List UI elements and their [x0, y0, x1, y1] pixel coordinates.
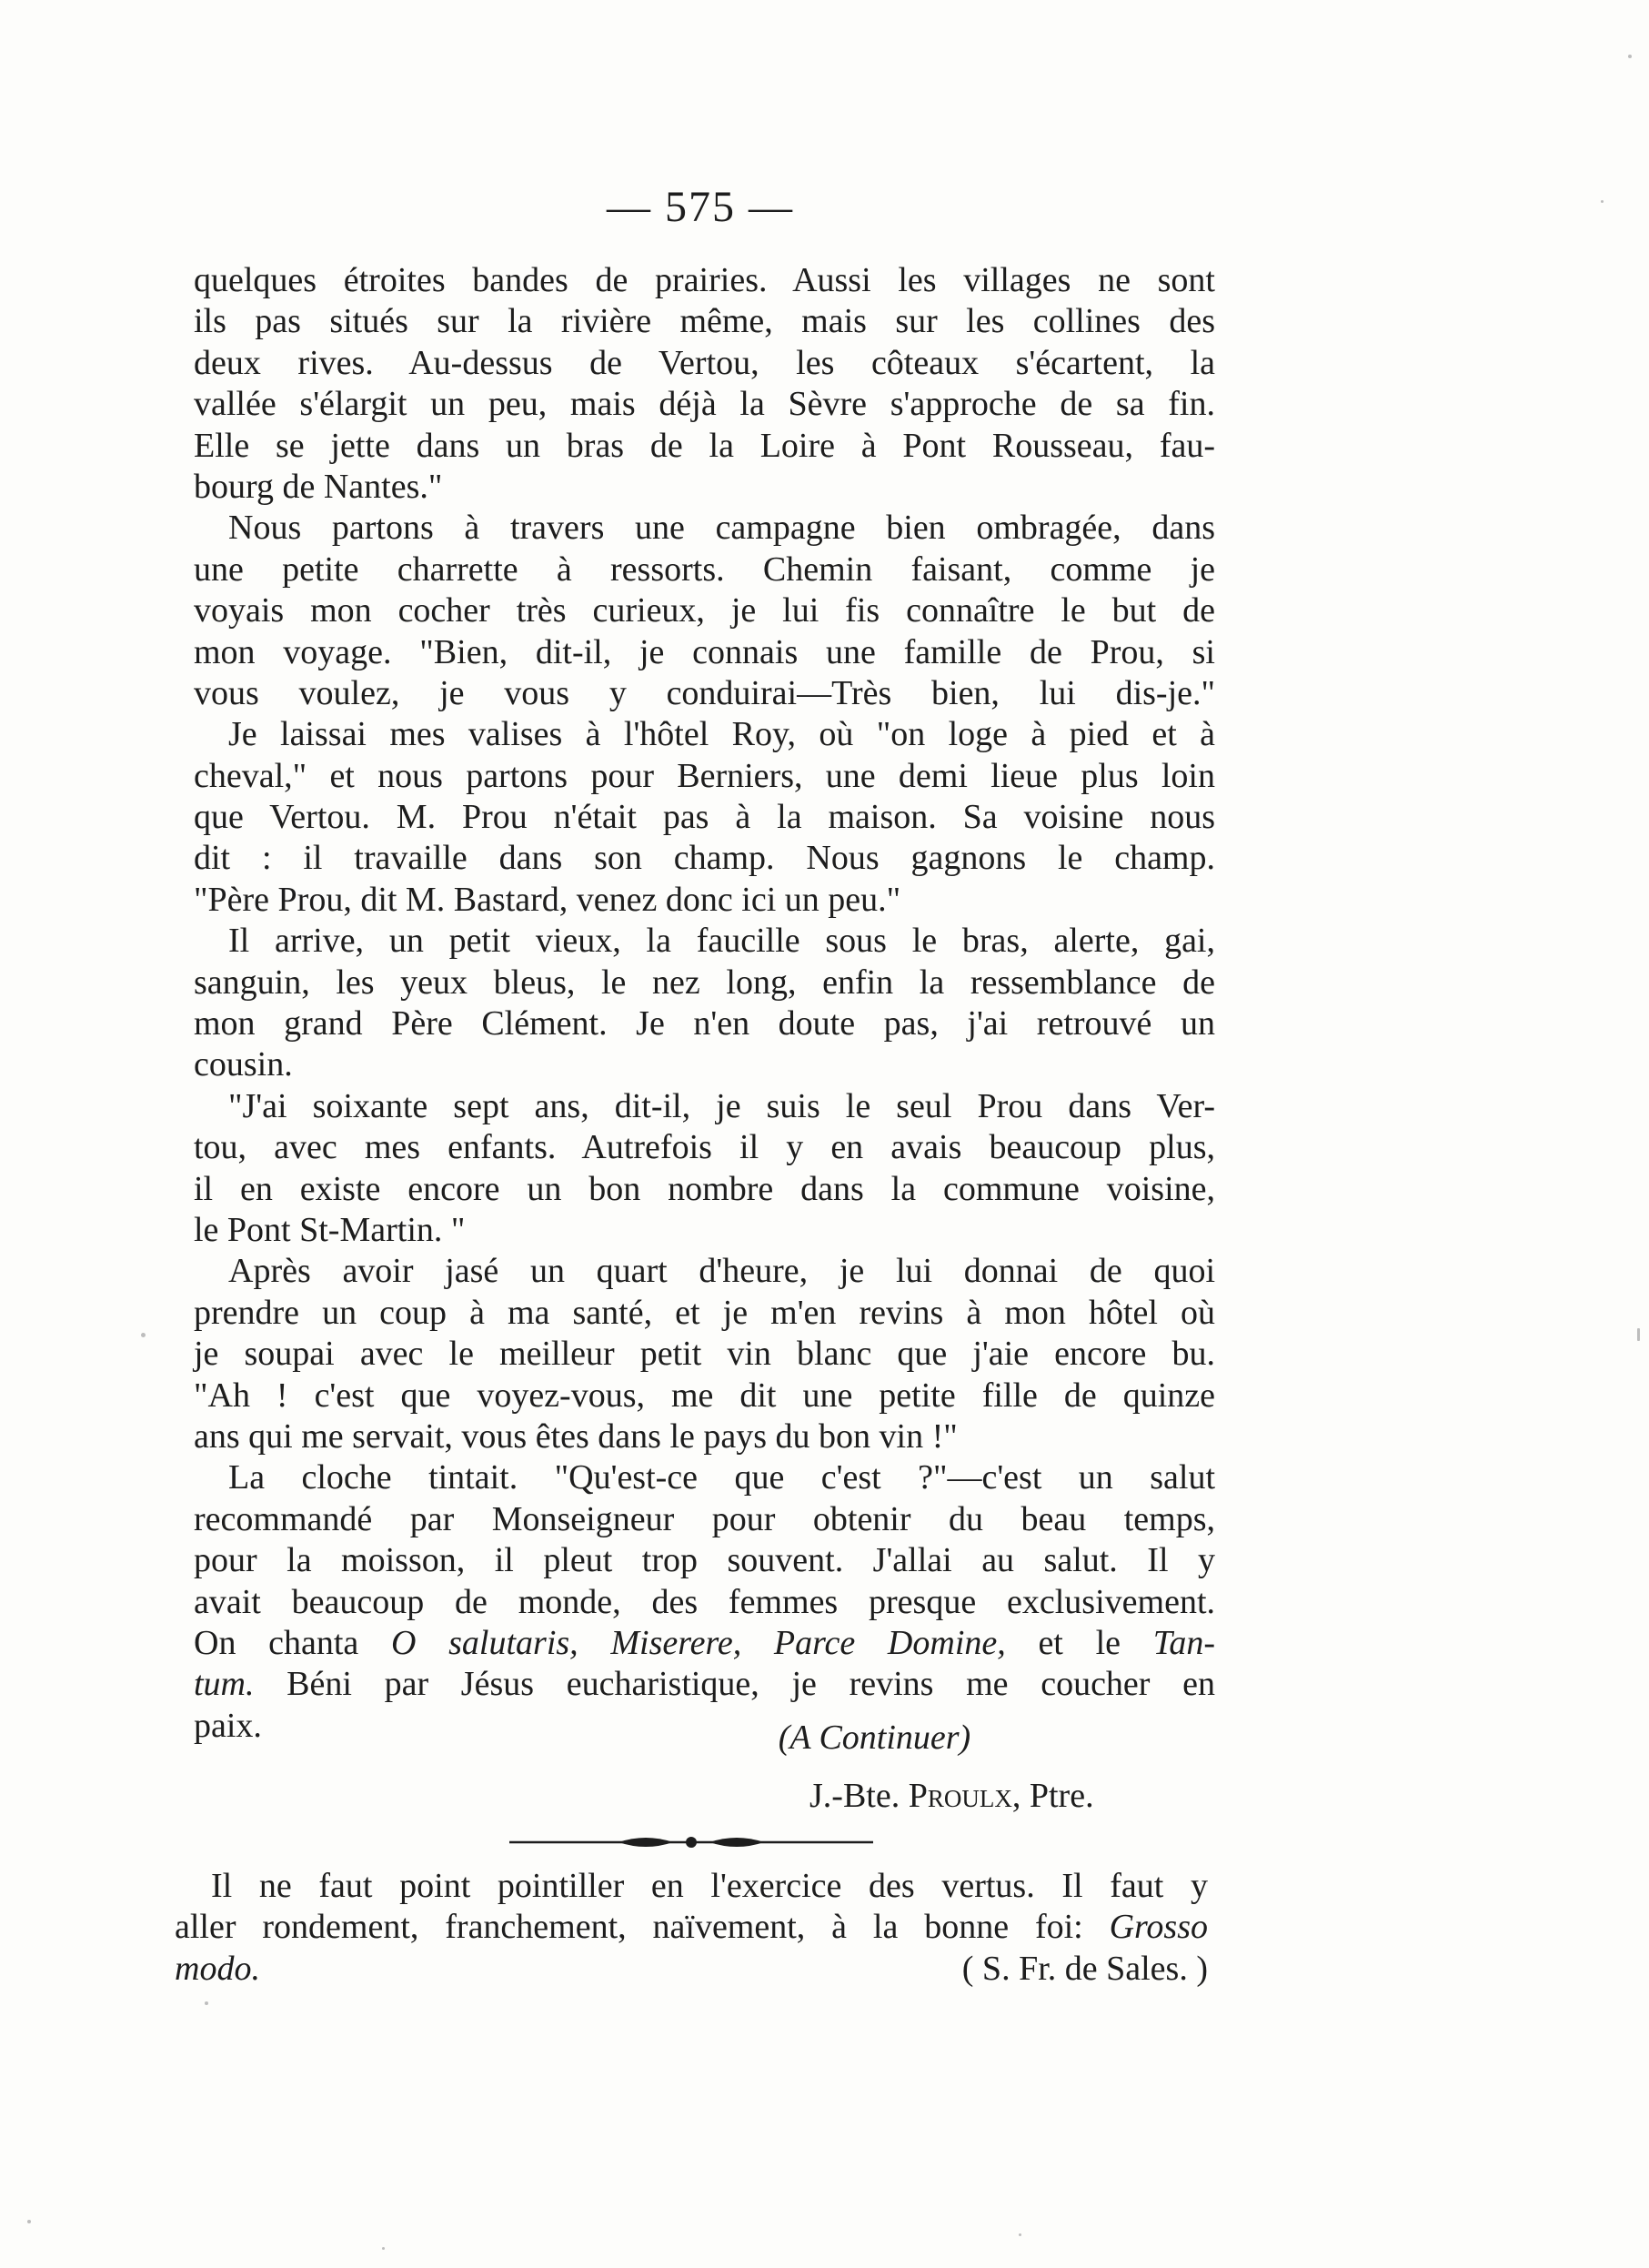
text-line: deux rives. Au-dessus de Vertou, les côteaux s'écartent, la: [194, 343, 1215, 382]
paragraph-7: [194, 1457, 1215, 1747]
italic-latin-phrase: modo.: [175, 1949, 260, 1988]
text-line: je soupai avec le meilleur petit vin blanc que j'aie encore bu.: [194, 1335, 1215, 1374]
text-line: Elle se jette dans un bras de la Loire à Pont Rousseau, fau-: [194, 426, 1215, 465]
page-number: — 575 —: [607, 183, 794, 231]
scan-speck: [205, 2001, 208, 2005]
text-line: ans qui me servait, vous êtes dans le pays du bon vin !": [194, 1416, 958, 1456]
italic-hymn-title: Tan-: [1152, 1623, 1215, 1662]
text-line: dit : il travaille dans son champ. Nous gagnons le champ.: [194, 839, 1215, 878]
text-line: que Vertou. M. Prou n'était pas à la maison. Sa voisine nous: [194, 798, 1215, 837]
text-line: "Père Prou, dit M. Bastard, venez donc ici un peu.": [194, 880, 901, 919]
text-line: tou, avec mes enfants. Autrefois il y en avais beaucoup plus,: [194, 1128, 1215, 1167]
signature-suffix: , Ptre.: [1011, 1777, 1094, 1815]
scan-speck: [1601, 200, 1604, 203]
text-line: une petite charrette à ressorts. Chemin faisant, comme je: [194, 549, 1215, 589]
text-line: La cloche tintait. "Qu'est-ce que c'est ?"—c'est un salut: [228, 1458, 1215, 1497]
text-line: "J'ai soixante sept ans, dit-il, je suis le seul Prou dans Ver-: [228, 1086, 1215, 1125]
paragraph-3: [194, 714, 1215, 921]
paragraph-2: [194, 508, 1215, 714]
text-line: sanguin, les yeux bleus, le nez long, enfin la ressemblance de: [194, 963, 1215, 1002]
italic-hymn-titles: O salutaris, Miserere, Parce Domine,: [391, 1623, 1006, 1662]
text-line: prendre un coup à ma santé, et je m'en revins à mon hôtel où: [194, 1293, 1215, 1332]
author-signature: [809, 1776, 1094, 1816]
text-line: bourg de Nantes.": [194, 467, 443, 506]
text-line: recommandé par Monseigneur pour obtenir du beau temps,: [194, 1499, 1215, 1538]
text-line: ils pas situés sur la rivière même, mais sur les collines des: [194, 302, 1215, 341]
text-line: pour la moisson, il pleut trop souvent. J'allai au salut. Il y: [194, 1541, 1215, 1580]
paragraph-1: [194, 260, 1215, 508]
text-line: voyais mon cocher très curieux, je lui fis connaître le but de: [194, 591, 1215, 630]
text-line: il en existe encore un bon nombre dans la commune voisine,: [194, 1169, 1215, 1208]
paragraph-4: [194, 921, 1215, 1086]
scan-speck: [141, 1333, 146, 1337]
text-run: On chanta: [194, 1623, 391, 1662]
text-line: vous voulez, je vous y conduirai—Très bien, lui dis-je.": [194, 673, 1215, 712]
text-line: le Pont St-Martin. ": [194, 1210, 466, 1249]
text-line: [175, 1948, 1208, 1989]
text-line: [194, 1664, 1215, 1705]
scan-speck: [27, 2220, 31, 2223]
italic-latin-phrase: Grosso: [1109, 1908, 1208, 1947]
scan-speck: [382, 2247, 385, 2250]
text-line: Il ne faut point pointiller en l'exercice des vertus. Il faut y: [211, 1867, 1208, 1905]
text-line: paix.: [194, 1706, 262, 1745]
paragraph-5: [194, 1086, 1215, 1252]
scan-speck: [1019, 2233, 1021, 2236]
text-run: et le: [1005, 1623, 1153, 1662]
article-body: [194, 260, 1215, 1747]
scan-speck: [1628, 55, 1632, 58]
text-line: Nous partons à travers une campagne bien ombragée, dans: [228, 509, 1215, 548]
italic-hymn-title: tum.: [194, 1665, 255, 1704]
text-run: Béni par Jésus eucharistique, je revins me coucher en: [254, 1665, 1215, 1704]
to-be-continued: (A Continuer): [778, 1719, 971, 1757]
text-line: cheval," et nous partons pour Berniers, une demi lieue plus loin: [194, 756, 1215, 795]
text-line: avait beaucoup de monde, des femmes presque exclusivement.: [194, 1582, 1215, 1621]
text-line: [175, 1906, 1208, 1947]
signature-name: Proulx: [908, 1777, 1012, 1815]
paragraph-6: [194, 1251, 1215, 1457]
text-line: [194, 1623, 1215, 1664]
closing-quote: [175, 1865, 1208, 1989]
text-line: vallée s'élargit un peu, mais déjà la Sèvre s'approche de sa fin.: [194, 385, 1215, 424]
text-line: Il arrive, un petit vieux, la faucille sous le bras, alerte, gai,: [228, 922, 1215, 961]
text-line: mon voyage. "Bien, dit-il, je connais une famille de Prou, si: [194, 632, 1215, 671]
text-line: Je laissai mes valises à l'hôtel Roy, où "on loge à pied et à: [228, 715, 1215, 754]
text-line: Après avoir jasé un quart d'heure, je lui donnai de quoi: [228, 1252, 1215, 1291]
text-line: quelques étroites bandes de prairies. Aussi les villages ne sont: [194, 261, 1215, 299]
signature-prefix: J.-Bte.: [809, 1777, 909, 1815]
text-line: "Ah ! c'est que voyez-vous, me dit une petite fille de quinze: [194, 1376, 1215, 1415]
ornamental-rule: [509, 1829, 873, 1856]
text-line: mon grand Père Clément. Je n'en doute pas, j'ai retrouvé un: [194, 1004, 1215, 1043]
text-run: aller rondement, franchement, naïvement, à la bonne foi:: [175, 1908, 1110, 1947]
scan-speck: [1637, 1328, 1640, 1341]
quote-attribution: ( S. Fr. de Sales. ): [961, 1949, 1208, 1988]
text-line: cousin.: [194, 1045, 293, 1084]
